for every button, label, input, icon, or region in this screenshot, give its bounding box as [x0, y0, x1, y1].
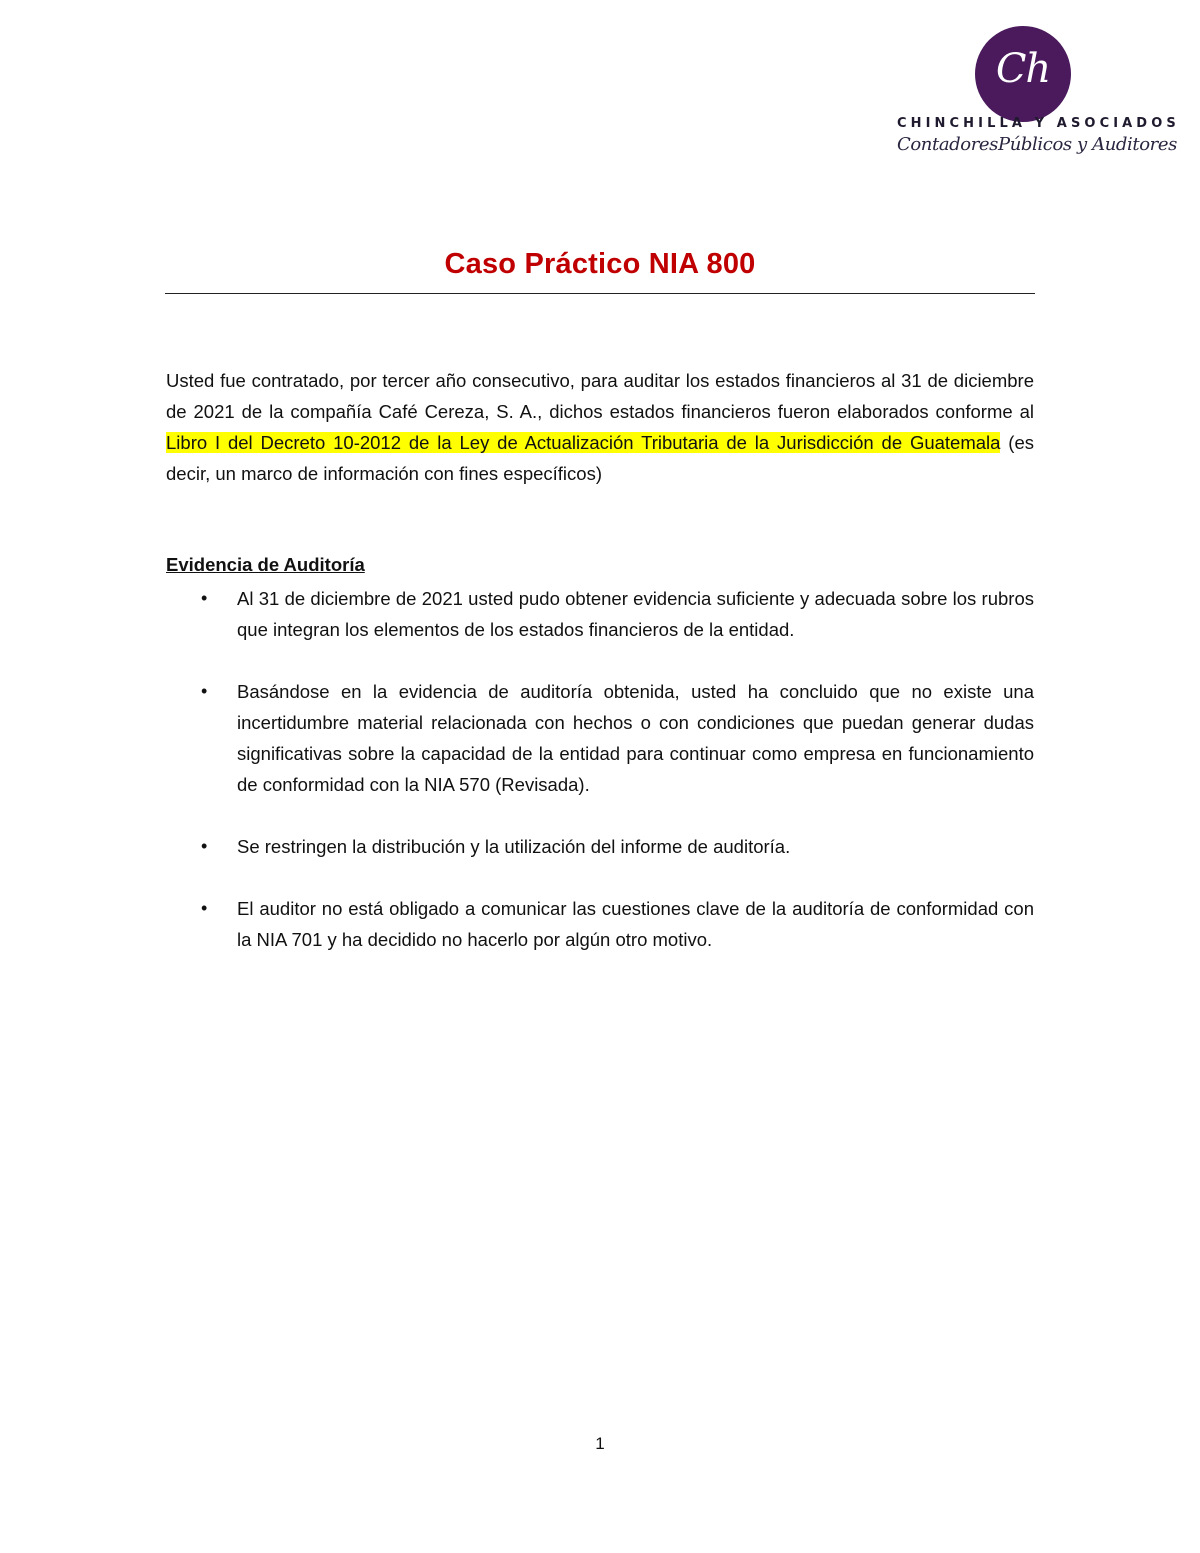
evidence-list-item — [166, 583, 1034, 645]
evidence-list-item — [166, 893, 1034, 955]
bullet-icon: • — [201, 836, 208, 856]
bullet-icon: • — [201, 588, 208, 608]
intro-paragraph — [166, 365, 1034, 489]
logo-monogram: Ch — [995, 46, 1051, 92]
intro-highlighted-text: Libro I del Decreto 10-2012 de la Ley de Actualización Tributaria de la Jurisdicción de Guatemala — [166, 432, 1001, 453]
evidence-list — [166, 583, 1034, 986]
evidence-item-text: Basándose en la evidencia de auditoría obtenida, usted ha concluido que no existe una incertidumbre material relacionada con hechos o con condiciones que puedan generar dudas significativas sobre la capacidad de la entidad para continuar como empresa en funcionamiento de conformidad con la NIA 570 (Revisada). — [237, 681, 1034, 795]
intro-text-before: Usted fue contratado, por tercer año consecutivo, para auditar los estados financieros al 31 de diciembre de 2021 de la compañía Café Cereza, S. A., dichos estados financieros fueron elaborados conforme al — [166, 370, 1034, 422]
evidence-list-item — [166, 831, 1034, 862]
evidence-item-text: El auditor no está obligado a comunicar las cuestiones clave de la auditoría de conformidad con la NIA 701 y ha decidido no hacerlo por algún otro motivo. — [237, 898, 1034, 950]
logo-firm-name: CHINCHILLA Y ASOCIADOS — [897, 116, 1180, 131]
logo-circle — [975, 26, 1071, 122]
page-number: 1 — [595, 1434, 605, 1453]
intro-text-after: (es decir, un marco de información con fines específicos) — [166, 432, 1034, 484]
document-title: Caso Práctico NIA 800 — [444, 248, 756, 280]
section-heading-evidence: Evidencia de Auditoría — [166, 554, 365, 575]
bullet-icon: • — [201, 681, 208, 701]
bullet-icon: • — [201, 898, 208, 918]
evidence-item-text: Al 31 de diciembre de 2021 usted pudo obtener evidencia suficiente y adecuada sobre los rubros que integran los elementos de los estados financieros de la entidad. — [237, 588, 1034, 640]
title-underline-rule — [165, 293, 1035, 294]
evidence-item-text: Se restringen la distribución y la utilización del informe de auditoría. — [237, 836, 791, 857]
evidence-list-item — [166, 676, 1034, 800]
firm-logo — [893, 14, 1180, 164]
logo-tagline: ContadoresPúblicos y Auditores — [897, 134, 1177, 155]
